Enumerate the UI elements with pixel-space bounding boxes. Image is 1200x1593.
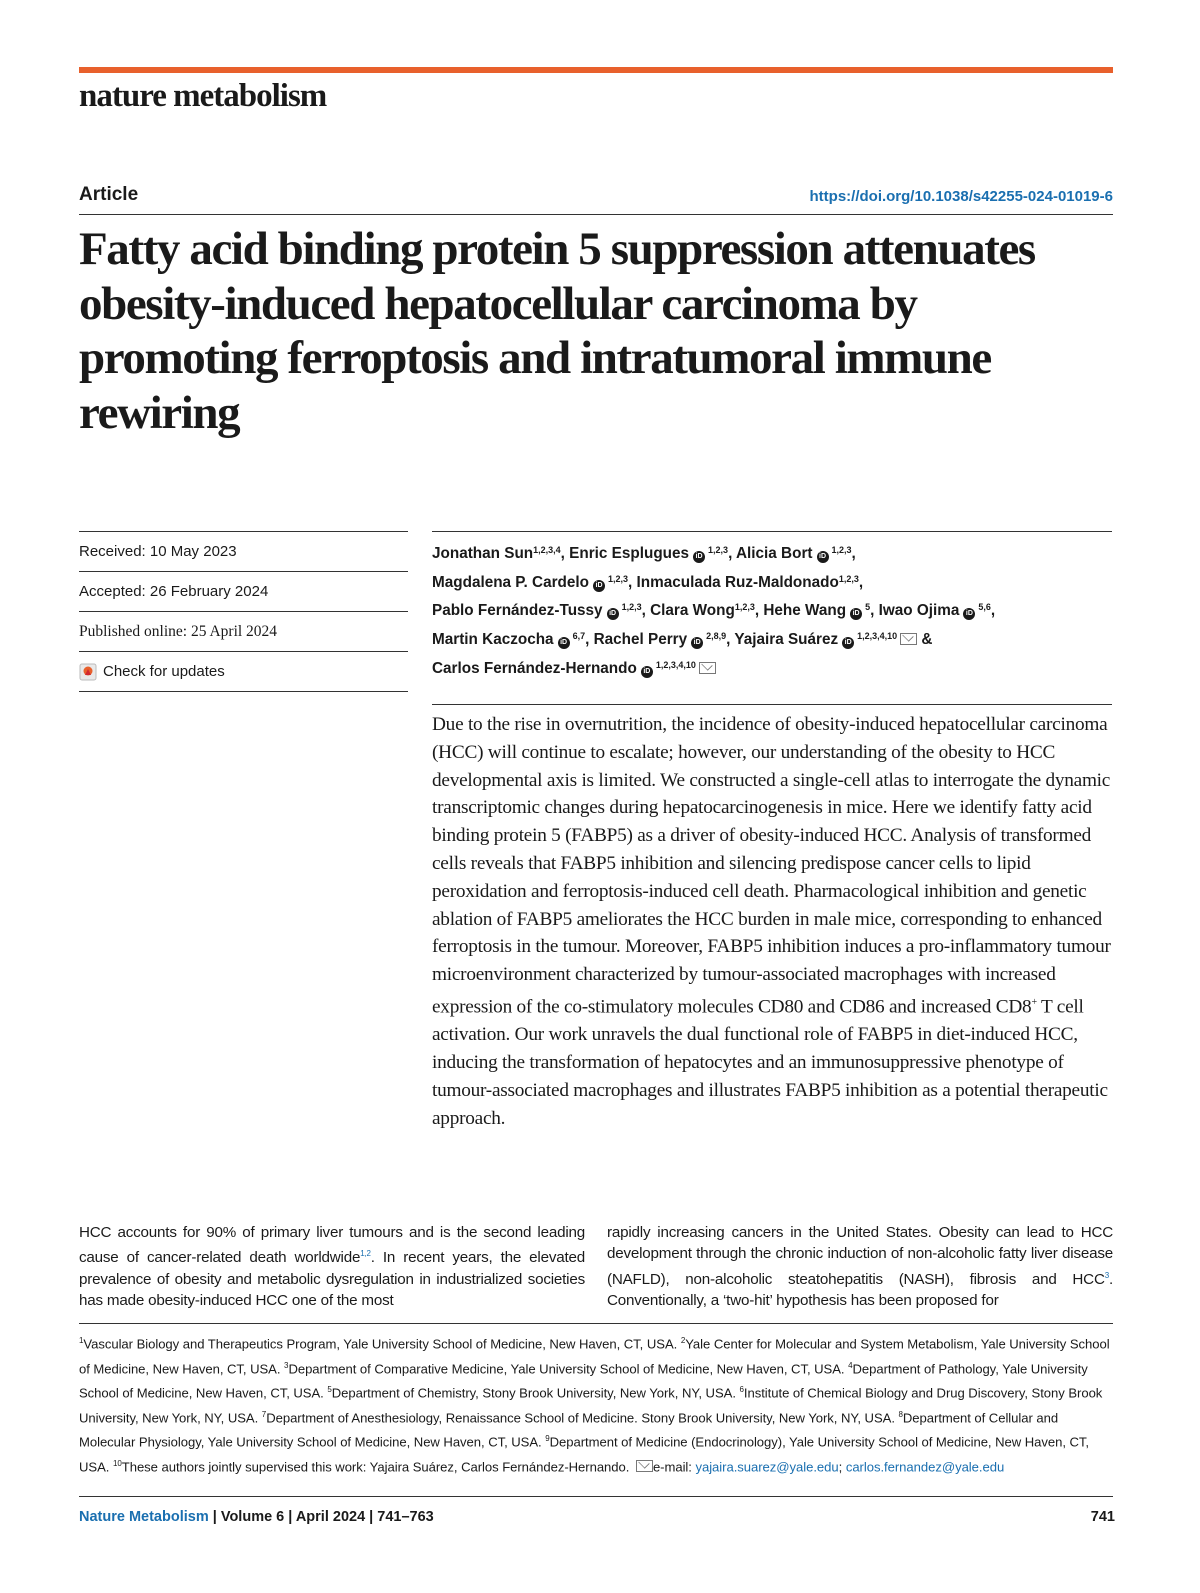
abstract-divider <box>432 704 1112 705</box>
author: Jonathan Sun$^{1,2,3,4}$, <box>432 545 570 562</box>
author: Clara Wong$^{1,2,3}$, <box>650 602 764 620</box>
author: Martin Kaczocha iD$^{6,7}$, <box>432 631 594 649</box>
abstract: Due to the rise in overnutrition, the incidence of obesity-induced hepatocellular carcinoma (HCC) will continue to escalate; however, our understanding of the obesity to HCC developmental axis is limited. We constructed a single-cell atlas to interrogate the dynamic transcriptomic changes during hepatocarcinogenesis in mice. Here we identify fatty acid binding protein 5 (FABP5) as a driver of obesity-induced HCC. Analysis of transformed cells reveals that FABP5 inhibition and silencing predispose cancer cells to lipid peroxidation and ferroptosis-induced cell death. Pharmacological inhibition and genetic ablation of FABP5 ameliorates the HCC burden in male mice, corresponding to enhanced ferroptosis in the tumour. Moreover, FABP5 inhibition induces a pro-inflammatory tumour microenvironment characterized by tumour-associated macrophages with increased expression of the co-stimulatory molecules CD80 and CD86 and increased CD8+ T cell activation. Our work unravels the dual functional role of FABP5 in diet-induced HCC, inducing the transformation of hepatocytes and an immunosuppressive phenotype of tumour-associated macrophages and illustrates FABP5 inhibition as a potential therapeutic approach. <box>432 714 1111 1129</box>
author: Hehe Wang $iD^5$, <box>763 602 879 620</box>
orcid-icon[interactable]: iD <box>693 551 705 563</box>
body-text-right-column: rapidly increasing cancers in the United States. Obesity can lead to HCC development through the chronic induction of non-alcoholic fatty liver disease (NAFLD), non-alcoholic steatohepatitis (NASH), fibrosis and HCC$^3$. Conventionally, a ‘two-hit’ hypothesis has been proposed for <box>607 1224 1113 1309</box>
article-title: Fatty acid binding protein 5 suppression attenuates obesity-induced hepatocellular carcinoma by promoting ferroptosis and intratumoral immune rewiring <box>79 223 1035 439</box>
orcid-icon[interactable]: iD <box>850 608 862 620</box>
reference-link[interactable]: 3 <box>1104 1270 1109 1280</box>
author: Iwao Ojima iD$^{5,6}$, <box>878 602 996 620</box>
author: Alicia Bort iD$^{1,2,3}$, <box>736 545 856 562</box>
article-type-label: Article <box>79 184 139 205</box>
header-accent-rule <box>79 67 1113 73</box>
doi-link[interactable]: https://doi.org/10.1038/s42255-024-01019-6 <box>809 188 1113 205</box>
reference-link[interactable]: 1,2 <box>360 1249 371 1259</box>
email-link-fernandez[interactable]: carlos.fernandez@yale.edu <box>845 1459 1005 1475</box>
author: Magdalena P. Cardelo iD$^{1,2,3}$, <box>432 573 637 591</box>
affiliations: $^1$Vascular Biology and Therapeutics Program, Yale University School of Medicine, New Haven, CT, USA. $^2$Yale Center for Molecular and System Metabolism, Yale University School of Medicine, New Haven, CT, USA. $^3$Department of Comparative Medicine, Yale University School of Medicine, New Haven, CT, USA. $^4$Department of Pathology, Yale University School of Medicine, New Haven, CT, USA. $^5$Department of Chemistry, Stony Brook University, New York, NY, USA. $^6$Institute of Chemical Biology and Drug Discovery, Stony Brook University, New York, NY, USA. $^7$Department of Anesthesiology, Renaissance School of Medicine. Stony Brook University, New York, NY, USA. $^8$Department of Cellular and Molecular Physiology, Yale University School of Medicine, New Haven, CT, USA. $^9$Department of Medicine (Endocrinology), Yale University School of Medicine, New Haven, CT, USA. $^{10}$These authors jointly supervised this work: Yajaira Suárez, Carlos Fernández-Hernando. e-mail: yajaira.suarez@yale.edu; carlos.fernandez@yale.edu <box>79 1336 1110 1475</box>
orcid-icon[interactable]: iD <box>607 608 619 620</box>
journal-logo: nature metabolism <box>79 78 327 114</box>
author: Carlos Fernández-Hernando iD$^{1,2,3,4,10}$ <box>432 660 716 677</box>
footer-journal-link[interactable]: Nature Metabolism <box>79 1509 209 1525</box>
email-icon[interactable] <box>699 662 716 674</box>
author: Inmaculada Ruz-Maldonado$^{1,2,3}$, <box>636 573 864 591</box>
check-for-updates-button[interactable]: Check for updates <box>79 651 408 692</box>
page-number: 741 <box>1090 1509 1115 1525</box>
author: Yajaira Suárez iD$^{1,2,3,4,10}$ & <box>734 631 933 649</box>
email-icon <box>636 1460 653 1472</box>
author: Rachel Perry iD$^{2,8,9}$, <box>593 631 735 649</box>
orcid-icon[interactable]: iD <box>641 666 653 678</box>
author: Pablo Fernández-Tussy iD$^{1,2,3}$, <box>432 602 651 620</box>
footer-citation: Nature Metabolism | Volume 6 | April 2024 | 741–763 <box>79 1509 434 1525</box>
orcid-icon[interactable]: iD <box>963 608 975 620</box>
orcid-icon[interactable]: iD <box>558 637 570 649</box>
accepted-date: Accepted: 26 February 2024 <box>79 571 408 611</box>
received-date: Received: 10 May 2023 <box>79 531 408 571</box>
body-text-left-column: HCC accounts for 90% of primary liver tumours and is the second leading cause of cancer-related death worldwide$^{1,2}$. In recent years, the elevated prevalence of obesity and metabolic dysregulation in industrialized societies has made obesity-induced HCC one of the most <box>79 1224 586 1309</box>
orcid-icon[interactable]: iD <box>842 637 854 649</box>
author-list <box>432 538 1112 682</box>
orcid-icon[interactable]: iD <box>593 580 605 592</box>
title-divider <box>79 214 1113 215</box>
article-dates <box>79 531 408 692</box>
footer-divider <box>79 1496 1113 1497</box>
affiliations-divider <box>79 1323 1113 1324</box>
email-icon[interactable] <box>900 633 917 645</box>
check-for-updates-icon <box>79 663 97 681</box>
author: Enric Esplugues iD$^{1,2,3}$, <box>569 545 736 562</box>
orcid-icon[interactable]: iD <box>817 551 829 563</box>
authors-top-divider <box>432 531 1112 532</box>
published-date: Published online: 25 April 2024 <box>79 611 408 651</box>
orcid-icon[interactable]: iD <box>691 637 703 649</box>
email-link-suarez[interactable]: yajaira.suarez@yale.edu <box>695 1459 839 1475</box>
